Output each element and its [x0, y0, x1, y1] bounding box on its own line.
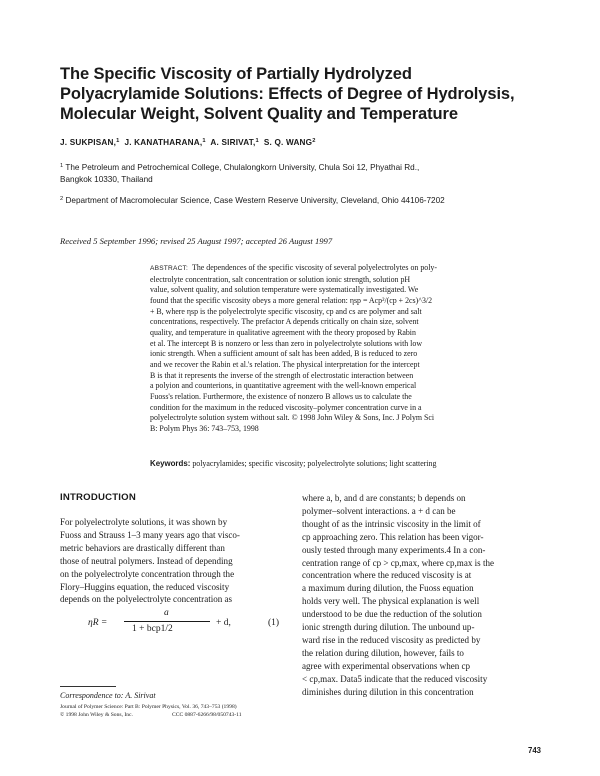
body-line: For polyelectrolyte solutions, it was shown by [60, 517, 228, 527]
body-line: depends on the polyelectrolyte concentration as [60, 594, 233, 605]
abstract-line: B: Polym Phys 36: 743–753, 1998 [150, 423, 259, 433]
author-affiliation-mark: 1 [116, 138, 120, 144]
body-line: ward rise in the reduced viscosity as predicted by [302, 634, 481, 645]
abstract-line: B is that it represents the inverse of the strength of electrostatic interaction between [150, 370, 414, 380]
intro-right-column [302, 492, 540, 699]
equation-tail: + d, [216, 618, 231, 628]
title-line: Molecular Weight, Solvent Quality and Temperature [60, 105, 458, 123]
paper-title [60, 64, 560, 124]
abstract-line: Fuoss's relation. Furthermore, the existence of nonzero B allows us to calculate the [150, 391, 412, 401]
equation-lhs: ηR = [88, 618, 108, 628]
author-name: J. SUKPISAN, [60, 138, 117, 147]
abstract-line: condition for the maximum in the reduced viscosity–polymer concentration curve in a [150, 402, 422, 412]
journal-citation: Journal of Polymer Science: Part B: Polymer Physics, Vol. 36, 743–753 (1998) [60, 704, 237, 710]
keywords [150, 459, 550, 469]
intro-left-column [60, 516, 286, 606]
abstract-line: quality, and temperature in qualitative agreement with the theory proposed by Rabin [150, 327, 416, 337]
received-dates: Received 5 September 1996; revised 25 August 1997; accepted 26 August 1997 [60, 236, 333, 246]
body-line: diminishes during dilution in this concentration [302, 686, 474, 697]
equation-numerator: a [164, 608, 169, 618]
body-line: ionic strength during dilution. The unbound up- [302, 622, 475, 633]
abstract-label: ABSTRACT: [150, 265, 189, 272]
affiliation-line: Bangkok 10330, Thailand [60, 175, 153, 184]
section-heading: INTRODUCTION [60, 492, 136, 503]
affiliation-number: 1 [60, 163, 64, 169]
ccc-code: CCC 0887-6266/98/050743-11 [172, 712, 242, 718]
author-name: A. SIRIVAT, [210, 138, 256, 147]
abstract-line: The dependences of the specific viscosity of several polyelectrolytes on poly- [192, 263, 437, 272]
affiliation-line: The Petroleum and Petrochemical College, Chulalongkorn University, Chula Soi 12, Phyathai Rd., [65, 163, 420, 172]
body-line: thought of as the intrinsic viscosity in the limit of [302, 518, 481, 529]
abstract-line: polyelectrolyte solution system without salt. © 1998 John Wiley & Sons, Inc. J Polym Sci [150, 413, 435, 423]
abstract-line: and we recover the Rabin et al.'s relation. The physical interpretation for the intercept [150, 359, 420, 369]
abstract-line: electrolyte concentration, salt concentration or solution ionic strength, solution pH [150, 274, 411, 284]
abstract-line: found that the specific viscosity obeys a more general relation: ηsp = Acp²/(cp + 2cs)^3/2 [150, 295, 433, 305]
body-line: on the polyelectrolyte concentration through the [60, 568, 235, 579]
body-line: concentration where the reduced viscosity is at [302, 570, 472, 581]
equation-1 [60, 608, 286, 642]
equation-number: (1) [268, 618, 280, 628]
body-line: understood to be due the reduction of the solution [302, 609, 482, 620]
body-line: Fuoss and Strauss 1–3 many years ago that visco- [60, 529, 240, 540]
affiliation-line: Department of Macromolecular Science, Case Western Reserve University, Cleveland, Ohio 44106-7202 [65, 196, 445, 205]
keywords-label: Keywords: [150, 459, 191, 468]
body-line: centration range of cp > cp,max, where cp,max is the [302, 557, 494, 568]
author-name: J. KANATHARANA, [124, 138, 203, 147]
body-line: those of neutral polymers. Instead of depending [60, 555, 233, 566]
author-affiliation-mark: 2 [312, 138, 316, 144]
copyright-notice: © 1998 John Wiley & Sons, Inc. [60, 712, 133, 718]
body-line: polymer–solvent interactions. a + d can be [302, 505, 456, 516]
body-line: cp approaching zero. This relation has been vigor- [302, 531, 484, 542]
affiliation-number: 2 [60, 196, 64, 202]
abstract-line: value, solvent quality, and solution temperature were systematically investigated. We [150, 285, 419, 295]
abstract-line: concentrations, respectively. The prefactor A depends critically on chain size, solvent [150, 317, 419, 327]
affiliation-2 [60, 195, 560, 207]
body-line: agree with experimental observations when cp [302, 660, 471, 671]
author-affiliation-mark: 1 [202, 138, 206, 144]
abstract-line: a polyion and counterions, in quantitative agreement with the well-known emperical [150, 381, 417, 391]
body-line: holds very well. The physical explanation is well [302, 596, 480, 607]
keywords-text: polyacrylamides; specific viscosity; polyelectrolyte solutions; light scattering [192, 459, 437, 468]
footnote-rule [60, 686, 116, 687]
title-line: The Specific Viscosity of Partially Hydrolyzed [60, 65, 412, 83]
abstract-line: ionic strength. When a sufficient amount of salt has been added, B is reduced to zero [150, 349, 418, 359]
abstract-line: et al. The intercept B is nonzero or less than zero in polyelectrolyte solutions with low [150, 338, 423, 348]
body-line: where a, b, and d are constants; b depends on [302, 493, 466, 503]
body-line: a maximum during dilution, the Fuoss equation [302, 583, 474, 594]
author-list [60, 138, 316, 147]
author-name: S. Q. WANG [263, 138, 313, 147]
page-number: 743 [528, 746, 542, 755]
body-line: ously tested through many experiments.4 In a con- [302, 544, 486, 555]
equation-denominator: 1 + bcp1/2 [132, 624, 173, 634]
fraction-bar [124, 621, 210, 622]
correspondence-note: Correspondence to: A. Sirivat [60, 691, 156, 700]
body-line: < cp,max. Data5 indicate that the reduced viscosity [302, 673, 488, 684]
author-affiliation-mark: 1 [255, 138, 259, 144]
abstract-line: + B, where ηsp is the polyelectrolyte specific viscosity, cp and cs are polymer and salt [150, 306, 422, 316]
abstract [150, 263, 550, 435]
title-line: Polyacrylamide Solutions: Effects of Degree of Hydrolysis, [60, 85, 515, 103]
affiliation-1 [60, 162, 560, 186]
body-line: Flory–Huggins equation, the reduced viscosity [60, 581, 230, 592]
body-line: metric behaviors are drastically different than [60, 542, 225, 553]
body-line: the relation during dilution, however, fails to [302, 647, 464, 658]
